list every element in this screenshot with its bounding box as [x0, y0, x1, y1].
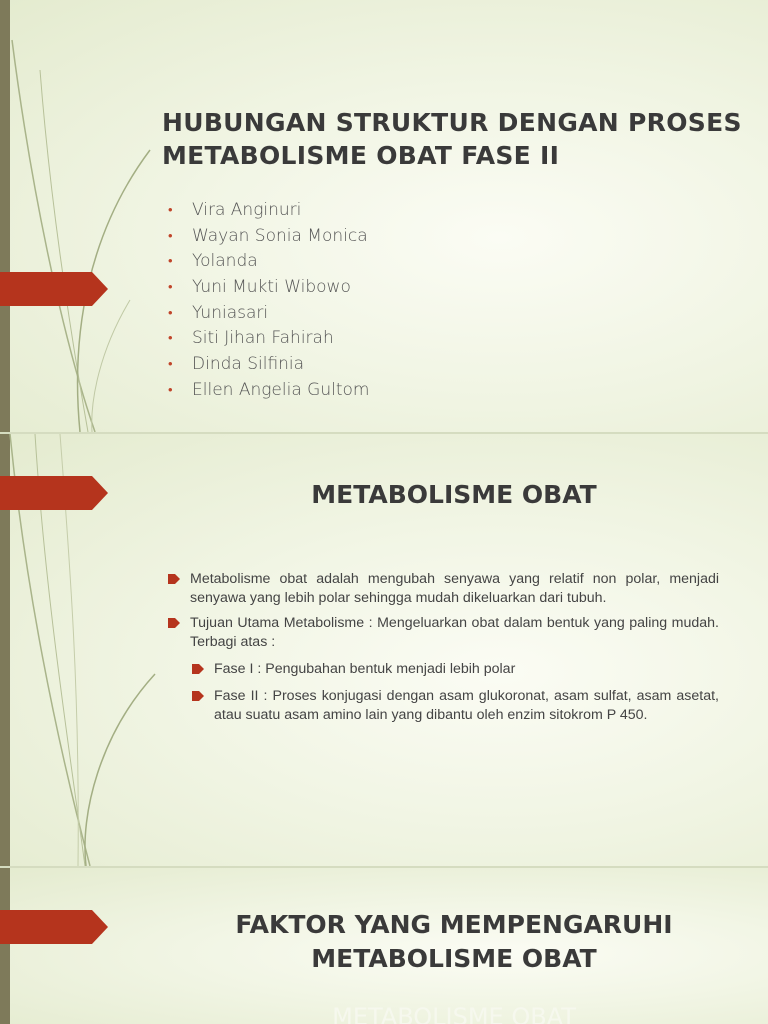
slide-content — [168, 570, 719, 731]
bullet-text: Tujuan Utama Metabolisme : Mengeluarkan obat dalam bentuk yang paling mudah. Terbagi atas : — [190, 615, 719, 650]
sub-bullet-text: Fase I : Pengubahan bentuk menjadi lebih polar — [214, 661, 516, 677]
list-item: • Vira Anginuri — [168, 198, 369, 224]
list-item — [192, 660, 719, 679]
bullet-text: Metabolisme obat adalah mengubah senyawa yang relatif non polar, menjadi senyawa yang lebih polar sehingga mudah dikeluarkan dari tubuh. — [190, 571, 719, 606]
list-item: • Dinda Silfinia — [168, 352, 369, 378]
slide-title — [0, 908, 768, 976]
list-item: • Wayan Sonia Monica — [168, 224, 369, 250]
slide-1 — [0, 0, 768, 432]
page-title — [162, 106, 742, 172]
author-list — [168, 198, 369, 404]
arrow-bullet-icon — [168, 574, 180, 584]
title-line-2: METABOLISME OBAT — [311, 944, 597, 973]
list-item: • Yuni Mukti Wibowo — [168, 275, 369, 301]
slide-title: METABOLISME OBAT — [311, 480, 597, 509]
arrow-bullet-icon — [168, 618, 180, 628]
slide-3 — [0, 868, 768, 1024]
arrow-bullet-icon — [192, 664, 204, 674]
faded-subtitle: METABOLISME OBAT — [332, 1003, 576, 1024]
sub-bullet-text: Fase II : Proses konjugasi dengan asam glukoronat, asam sulfat, asam asetat, atau suatu asam amino lain yang dibantu oleh enzim sitokrom P 450. — [214, 688, 719, 723]
slide-2 — [0, 434, 768, 866]
title-line-1: HUBUNGAN STRUKTUR DENGAN PROSES — [162, 108, 742, 137]
list-item — [168, 614, 719, 652]
list-item: • Yolanda — [168, 249, 369, 275]
list-item: • Yuniasari — [168, 301, 369, 327]
list-item — [192, 687, 719, 725]
decorative-curves — [0, 0, 160, 432]
list-item: • Ellen Angelia Gultom — [168, 378, 369, 404]
accent-tab — [0, 272, 108, 306]
list-item: • Siti Jihan Fahirah — [168, 326, 369, 352]
title-line-2: METABOLISME OBAT FASE II — [162, 141, 560, 170]
list-item — [168, 570, 719, 608]
title-line-1: FAKTOR YANG MEMPENGARUHI — [235, 910, 673, 939]
arrow-bullet-icon — [192, 691, 204, 701]
